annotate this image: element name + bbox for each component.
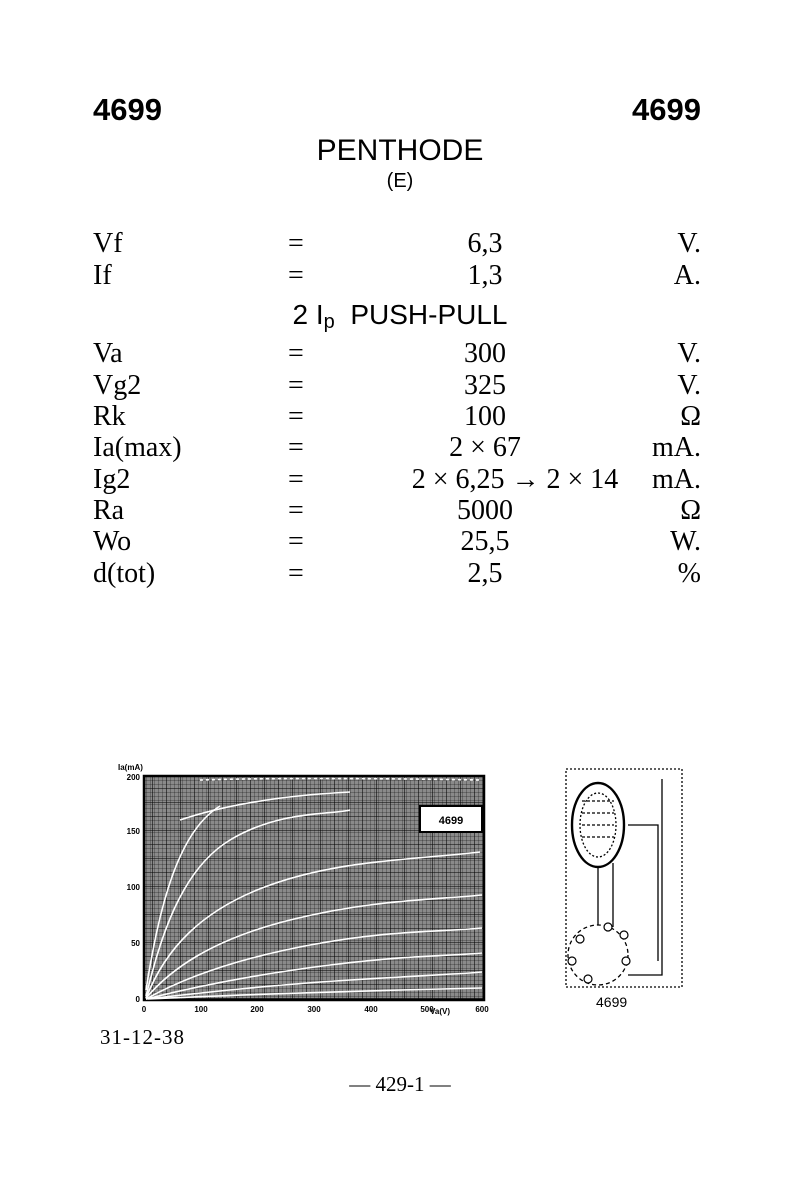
spec-row-if: [0, 260, 800, 292]
graph-badge: 4699: [438, 815, 464, 827]
y-tick-label: 150: [126, 827, 140, 836]
spec-value: 2 × 67: [449, 432, 521, 463]
characteristic-curves-figure: [110, 760, 500, 1020]
spec-value: 2 × 6,25 → 2 × 14: [411, 464, 619, 495]
spec-value: 100: [464, 401, 506, 432]
spec-unit: mA.: [652, 432, 701, 463]
tube-number-left: 4699: [93, 92, 162, 127]
x-tick-label: 300: [307, 1005, 321, 1014]
spec-unit: Ω: [680, 401, 701, 432]
push-pull-label: PUSH-PULL: [350, 299, 508, 330]
pins: [568, 923, 630, 983]
spec-row-rk: [0, 401, 800, 433]
spec-symbol: Va: [93, 338, 123, 369]
spec-equals: =: [288, 464, 304, 495]
pin: [622, 957, 630, 965]
x-tick-label: 100: [194, 1005, 208, 1014]
x-tick-label: 400: [364, 1005, 378, 1014]
y-tick-labels: [127, 773, 141, 1004]
tube-variant: (E): [386, 170, 414, 192]
spec-symbol: Ig2: [93, 464, 131, 495]
spec-row-ra: [0, 495, 800, 527]
push-pull-prefix: 2 I: [292, 299, 324, 330]
spec-unit: V.: [677, 370, 701, 401]
spec-row-vg2: [0, 370, 800, 402]
spec-equals: =: [288, 260, 304, 291]
spec-value: 5000: [457, 495, 513, 526]
x-axis-label: Va(V): [430, 1007, 451, 1016]
spec-unit: mA.: [652, 464, 701, 495]
electrode-diagram: [558, 765, 688, 1015]
y-tick-label: 50: [131, 939, 140, 948]
spec-unit: V.: [677, 228, 701, 259]
electrode-diagram-drawing: [558, 765, 688, 1015]
spec-symbol: Rk: [93, 401, 126, 432]
y-tick-label: 100: [126, 883, 140, 892]
spec-row-ig2: [0, 464, 800, 496]
spec-row-dtot: [0, 558, 800, 590]
x-tick-label: 200: [250, 1005, 264, 1014]
spec-equals: =: [288, 370, 304, 401]
spec-unit: V.: [677, 338, 701, 369]
y-tick-label: 0: [135, 995, 140, 1004]
spec-symbol: Vf: [93, 228, 123, 259]
tube-type: PENTHODE: [316, 134, 484, 167]
spec-symbol: Ra: [93, 495, 125, 526]
spec-unit: W.: [670, 526, 701, 557]
spec-value: 300: [464, 338, 506, 369]
spec-equals: =: [288, 228, 304, 259]
push-pull-heading: [0, 299, 800, 334]
spec-unit: Ω: [680, 495, 701, 526]
spec-value: 2,5: [467, 558, 503, 589]
x-tick-label: 500: [420, 1005, 434, 1014]
y-tick-label: 200: [126, 773, 140, 782]
spec-row-va: [0, 338, 800, 370]
spec-equals: =: [288, 526, 304, 557]
page-number: — 429-1 —: [349, 1072, 451, 1096]
y-axis-label: Ia(mA): [118, 763, 143, 772]
spec-value: 325: [464, 370, 506, 401]
x-tick-label: 600: [475, 1005, 489, 1014]
spec-symbol: Wo: [93, 526, 132, 557]
spec-symbol: Vg2: [93, 370, 142, 401]
diagram-label: 4699: [596, 994, 628, 1010]
spec-equals: =: [288, 338, 304, 369]
spec-value: 6,3: [467, 228, 503, 259]
x-tick-label: 0: [141, 1005, 147, 1014]
pin: [604, 923, 612, 931]
pin: [584, 975, 592, 983]
footer-date: 31-12-38: [100, 1025, 185, 1049]
diagram-frame: [566, 769, 682, 987]
spec-symbol: If: [93, 260, 112, 291]
spec-equals: =: [288, 432, 304, 463]
spec-equals: =: [288, 401, 304, 432]
electrode-lines: [582, 801, 614, 837]
spec-row-wo: [0, 526, 800, 558]
tube-number-right: 4699: [632, 92, 701, 127]
spec-unit: %: [677, 558, 701, 589]
curves-graph: [110, 760, 500, 1020]
pin-wires: [598, 779, 662, 975]
spec-row-ia-max: [0, 432, 800, 464]
pin: [576, 935, 584, 943]
spec-unit: A.: [673, 260, 701, 291]
push-pull-subscript: p: [323, 311, 335, 333]
spec-symbol: d(tot): [93, 558, 156, 589]
pin: [620, 931, 628, 939]
spec-value: 25,5: [460, 526, 510, 557]
spec-row-vf: [0, 228, 800, 260]
base-circle: [568, 925, 628, 985]
spec-symbol: Ia(max): [93, 432, 182, 463]
pin: [568, 957, 576, 965]
spec-equals: =: [288, 495, 304, 526]
spec-value: 1,3: [467, 260, 503, 291]
spec-equals: =: [288, 558, 304, 589]
